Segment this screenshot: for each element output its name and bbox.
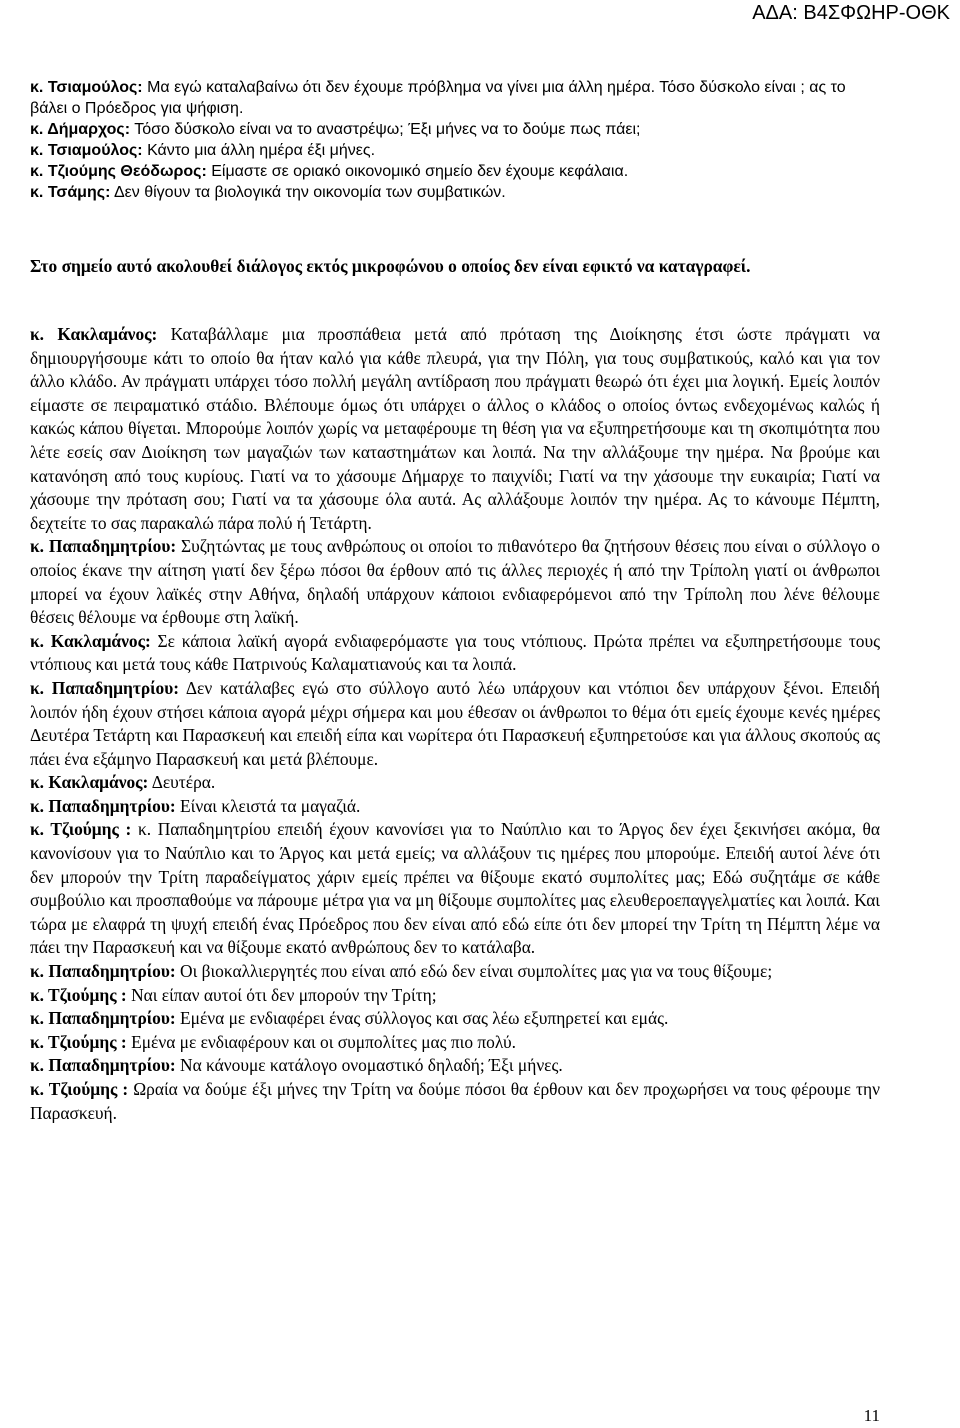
speech-text: Ωραία να δούμε έξι μήνες την Τρίτη να δούμε πόσοι θα έρθουν και δεν προχωρήσει να τους φέρουμε την Παρασκευή.	[30, 1079, 880, 1123]
speaker-name: κ. Τζιούμης :	[30, 1079, 129, 1099]
speech-text: Τόσο δύσκολο είναι να το αναστρέψω; Έξι μήνες να το δούμε πως πάει;	[130, 121, 641, 138]
dialogue-paragraph	[30, 630, 880, 677]
speaker-name: κ. Τζιούμης :	[30, 1031, 127, 1052]
dialogue-paragraph	[30, 677, 880, 771]
dialogue-paragraph	[30, 140, 880, 161]
dialogue-paragraph	[30, 77, 880, 119]
speaker-name: κ. Τζιούμης :	[30, 819, 132, 840]
speaker-name: κ. Παπαδημητρίου:	[30, 795, 176, 816]
speech-text: Δεν θίγουν τα βιολογικά την οικονομία των συμβατικών.	[110, 184, 506, 201]
dialogue-paragraph	[30, 818, 880, 960]
dialogue-paragraph	[30, 960, 880, 984]
dialogue-paragraph	[30, 984, 880, 1008]
top-dialogue-block	[30, 77, 880, 203]
speaker-name: κ. Τσάμης:	[30, 184, 111, 201]
ada-code-header: ΑΔΑ: Β4ΣΦΩΗΡ-ΟΘΚ	[752, 2, 950, 24]
speaker-name: κ. Τζιούμης Θεόδωρος:	[30, 163, 207, 180]
speech-text: Δευτέρα.	[148, 772, 216, 793]
speech-text: Μα εγώ καταλαβαίνω ότι δεν έχουμε πρόβλημα να γίνει μια άλλη ημέρα. Τόσο δύσκολο είναι ; ας το βάλει ο Πρόεδρος για ψήφιση.	[30, 79, 846, 117]
dialogue-paragraph	[30, 182, 880, 203]
speaker-name: κ. Κακλαμάνος:	[30, 324, 158, 344]
dialogue-paragraph	[30, 1031, 880, 1055]
dialogue-paragraph	[30, 1054, 880, 1078]
speech-text: Καταβάλλαμε μια προσπάθεια μετά από πρόταση της Διοίκησης έτσι ώστε πράγματι να δημιουργήσουμε κάτι το οποίο θα ήταν καλό για κάθε πλευρά, για την Πόλη, για τους συμβατικούς, καλό και για τον άλλο κλάδο. Αν πράγματι υπάρχει τόσο πολλή μεγάλη αντίδραση που πράγματι θεωρώ ότι έχει μια λογική. Εμείς λοιπόν είμαστε σε πειραματικό στάδιο. Βλέπουμε όμως ότι υπάρχει ο άλλος ο κλάδος ο οποίος όντως ενδεχομένως καλώς ή κακώς κάπου θίγεται. Μπορούμε λοιπόν χωρίς να μεταφέρουμε τη θέση για να εξυπηρετήσουμε και τη σκοπιμότητα που λέτε εσείς σαν Διοίκηση των μαγαζιών των καταστημάτων και λοιπά. Να την αλλάξουμε την ημέρα. Να βρούμε και κατανόηση από τους κυρίους. Γιατί να το χάσουμε Δήμαρχε το παιχνίδι; Γιατί να την χάσουμε την ευκαιρία; Γιατί να χάσουμε την πρόταση σου; Γιατί να τα χάσουμε όλα αυτά. Ας αλλάξουμε λοιπόν την ημέρα. Ας το κάνουμε Πέμπτη, δεχτείτε το σας παρακαλώ πάρα πολύ ή Τετάρτη.	[30, 324, 880, 533]
dialogue-paragraph	[30, 535, 880, 629]
speaker-name: κ. Τσιαμούλος:	[30, 79, 143, 96]
speech-text: Να κάνουμε κατάλογο ονομαστικό δηλαδή; Έξι μήνες.	[175, 1055, 563, 1076]
speech-text: Ναι είπαν αυτοί ότι δεν μπορούν την Τρίτη;	[126, 984, 437, 1005]
speech-text: κ. Παπαδημητρίου επειδή έχουν κανονίσει για το Ναύπλιο και το Άργος δεν έχει ξεκινήσει ακόμα, θα κανονίσουν για το Ναύπλιο και το Άργος και μετά εμείς; να αλλάξουν τις ημέρες που μπορούμε. Επειδή αυτοί λένε ότι δεν μπορούν την Τρίτη παραδείγματος χάριν εμείς πρέπει να θίξουμε εκατό συμπολίτες μας; Εδώ συζητάμε σε κάθε συμβούλιο και προσπαθούμε να πάρουμε μέτρα για να μη θίξουμε συμπολίτες μας ελευθεροεπαγγελματίες και λοιπά. Και τώρα με ελαφρά τη ψυχή επειδή ένας Πρόεδρος που δεν είναι από εδώ είπε ότι δεν μπορεί την Τρίτη τη Πέμπτη λέμε να πάει την Παρασκευή και να θίξουμε εκατό ανθρώπους δεν το κατάλαβα.	[30, 819, 880, 958]
speaker-name: κ. Τσιαμούλος:	[30, 142, 143, 159]
speaker-name: κ. Παπαδημητρίου:	[30, 1055, 176, 1076]
off-mic-note: Στο σημείο αυτό ακολουθεί διάλογος εκτός μικροφώνου ο οποίος δεν είναι εφικτό να καταγραφεί.	[30, 256, 751, 276]
speaker-name: κ. Δήμαρχος:	[30, 121, 131, 138]
speech-text: Είναι κλειστά τα μαγαζιά.	[175, 795, 361, 816]
speaker-name: κ. Παπαδημητρίου:	[30, 677, 180, 698]
speech-text: Συζητώντας με τους ανθρώπους οι οποίοι το πιθανότερο θα ζητήσουν θέσεις που είναι ο σύλλογο ο οποίος έκανε την αίτηση γιατί δεν ξέρω πόσοι θα έρθουν από τις άλλες περιοχές ή από την Τρίπολη γιατί οι άνθρωποι μπορεί να έχουν λαϊκές στην Αθήνα, δηλαδή υπάρχουν κάποιοι ενδιαφερόμενοι από την Τρίπολη που λένε θέλουμε θέσεις θέλουμε να έρθουμε στη λαϊκή.	[30, 536, 881, 628]
speech-text: Κάντο μια άλλη ημέρα έξι μήνες.	[142, 142, 376, 159]
speech-text: Οι βιοκαλλιεργητές που είναι από εδώ δεν είναι συμπολίτες μας για να τους θίξουμε;	[175, 961, 773, 982]
speech-text: Είμαστε σε οριακό οικονομικό σημείο δεν έχουμε κεφάλαια.	[206, 163, 629, 180]
dialogue-paragraph	[30, 161, 880, 182]
speech-text: Σε κάποια λαϊκή αγορά ενδιαφερόμαστε για τους ντόπιους. Πρώτα πρέπει να εξυπηρετήσουμε τους ντόπιους και μετά τους κάθε Πατρινούς Καλαματιανούς και τα λοιπά.	[30, 630, 880, 675]
dialogue-paragraph	[30, 323, 880, 535]
speech-text: Εμένα με ενδιαφέρει ένας σύλλογος και σας λέω εξυπηρετεί και εμάς.	[175, 1008, 669, 1029]
dialogue-paragraph	[30, 119, 880, 140]
page-number: 11	[863, 1406, 880, 1425]
speaker-name: κ. Κακλαμάνος:	[30, 772, 149, 793]
speaker-name: κ. Παπαδημητρίου:	[30, 961, 176, 982]
dialogue-paragraph	[30, 771, 880, 795]
dialogue-paragraph	[30, 795, 880, 819]
speaker-name: κ. Τζιούμης :	[30, 984, 127, 1005]
dialogue-paragraph	[30, 1007, 880, 1031]
dialogue-paragraph	[30, 1078, 880, 1125]
speech-text: Εμένα με ενδιαφέρουν και οι συμπολίτες μας πιο πολύ.	[126, 1031, 516, 1052]
main-dialogue-block	[30, 323, 880, 1125]
speaker-name: κ. Παπαδημητρίου:	[30, 1008, 176, 1029]
speaker-name: κ. Παπαδημητρίου:	[30, 536, 177, 557]
speaker-name: κ. Κακλαμάνος:	[30, 630, 151, 651]
speech-text: Δεν κατάλαβες εγώ στο σύλλογο αυτό λέω υπάρχουν και ντόπιοι δεν υπάρχουν ξένοι. Επειδή λοιπόν ήδη έχουν στήσει κάποια αγορά μέχρι σήμερα και μου έθεσαν οι άνθρωποι το θέμα ότι εμείς έχουμε κενές ημέρες Δευτέρα Τετάρτη και Παρασκευή και επειδή είπα και νωρίτερα ότι Παρασκευή εξυπηρετούσε και για άλλους σκοπούς ας πάει ένα εξάμηνο Παρασκευή και μετά βλέπουμε.	[30, 677, 880, 769]
